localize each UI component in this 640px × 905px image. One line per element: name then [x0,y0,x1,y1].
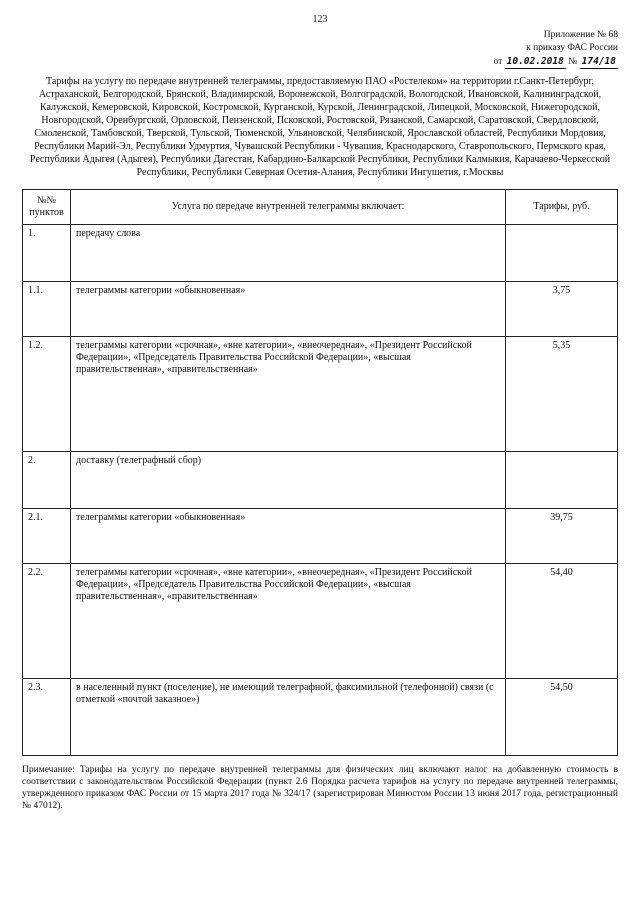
table-row [23,225,618,282]
row-number: 2. [23,452,71,509]
header-tariff: Тарифы, руб. [506,190,618,225]
row-service: телеграммы категории «обыкновенная» [71,509,506,564]
row-number: 2.2. [23,564,71,679]
row-price: 54,40 [506,564,618,679]
table-header-row [23,190,618,225]
handwritten-date: 10.02.2018 [506,56,564,67]
header-item-number: №№ пунктов [23,190,71,225]
row-price [506,452,618,509]
appendix-number: Приложение № 68 [543,30,618,40]
row-service: телеграммы категории «срочная», «вне категории», «внеочередная», «Президент Российской Федерации», «Председатель Правительства Российской Федерации», «высшая правительственная», «правительственная» [71,564,506,679]
row-price: 5,35 [506,337,618,452]
date-prefix: от [493,57,503,67]
row-price: 39,75 [506,509,618,564]
footnote: Примечание: Тарифы на услугу по передаче внутренней телеграммы для физических лиц включают налог на добавленную стоимость в соответствии с законодательством Российской Федерации (пункт 2.6 Порядка расчета тарифов на услугу по передаче внутренней телеграммы, утвержденного приказом ФАС России от 15 марта 2017 года № 324/17 (зарегистрирован Минюстом России 13 июня 2017 года, регистрационный № 47012). [22,765,618,811]
document-title: Тарифы на услугу по передаче внутренней телеграммы, предоставляемую ПАО «Ростелеком» на территории г.Санкт-Петербург, Астраханской, Белгородской, Брянской, Владимирской, Воронежской, Волгоградской, Вологодской, Ивановской, Калининградской, Калужской, Кемеровской, Кировской, Костромской, Курганской, Курской, Ленинградской, Липецкой, Московской, Нижегородской, Новгородской, Оренбургской, Орловской, Пензенской, Псковской, Ростовской, Рязанской, Самарской, Саратовской, Свердловской, Смоленской, Тамбовской, Тверской, Тульской, Тюменской, Ульяновской, Челябинской, Ярославской областей, Республики Мордовия, Республики Марий-Эл, Республики Удмуртия, Чувашской Республики - Чувашия, Краснодарского, Ставропольского, Пермского края, Республики Адыгея (Адыгея), Республики Дагестан, Кабардино-Балкарской Республики, Республики Калмыкия, Карачаево-Черкесской Республики, Республики Северная Осетия-Алания, Республики Ингушетия, г.Москвы [29,76,611,178]
number-prefix: № [568,57,578,67]
table-row [23,509,618,564]
row-service: в населенный пункт (поселение), не имеющий телеграфной, факсимильной (телефонной) связи (с отметкой «почтой заказное») [71,679,506,756]
appendix-order-ref: к приказу ФАС России [526,43,618,53]
table-row [23,282,618,337]
row-service: телеграммы категории «срочная», «вне категории», «внеочередная», «Президент Российской Федерации», «Председатель Правительства Российской Федерации», «высшая правительственная», «правительственная» [71,337,506,452]
row-number: 2.1. [23,509,71,564]
table-row [23,452,618,509]
header-service: Услуга по передаче внутренней телеграммы включает: [71,190,506,225]
row-service: доставку (телеграфный сбор) [71,452,506,509]
table-row [23,564,618,679]
row-number: 1. [23,225,71,282]
row-price: 3,75 [506,282,618,337]
handwritten-number: 174/18 [581,56,616,67]
table-row [23,679,618,756]
row-service: передачу слова [71,225,506,282]
tariff-table [22,189,618,756]
row-number: 2.3. [23,679,71,756]
table-row [23,337,618,452]
appendix-date-line [22,55,618,69]
row-price: 54,50 [506,679,618,756]
row-price [506,225,618,282]
row-number: 1.1. [23,282,71,337]
row-number: 1.2. [23,337,71,452]
appendix-header [22,29,618,69]
page-number: 123 [312,14,328,25]
row-service: телеграммы категории «обыкновенная» [71,282,506,337]
